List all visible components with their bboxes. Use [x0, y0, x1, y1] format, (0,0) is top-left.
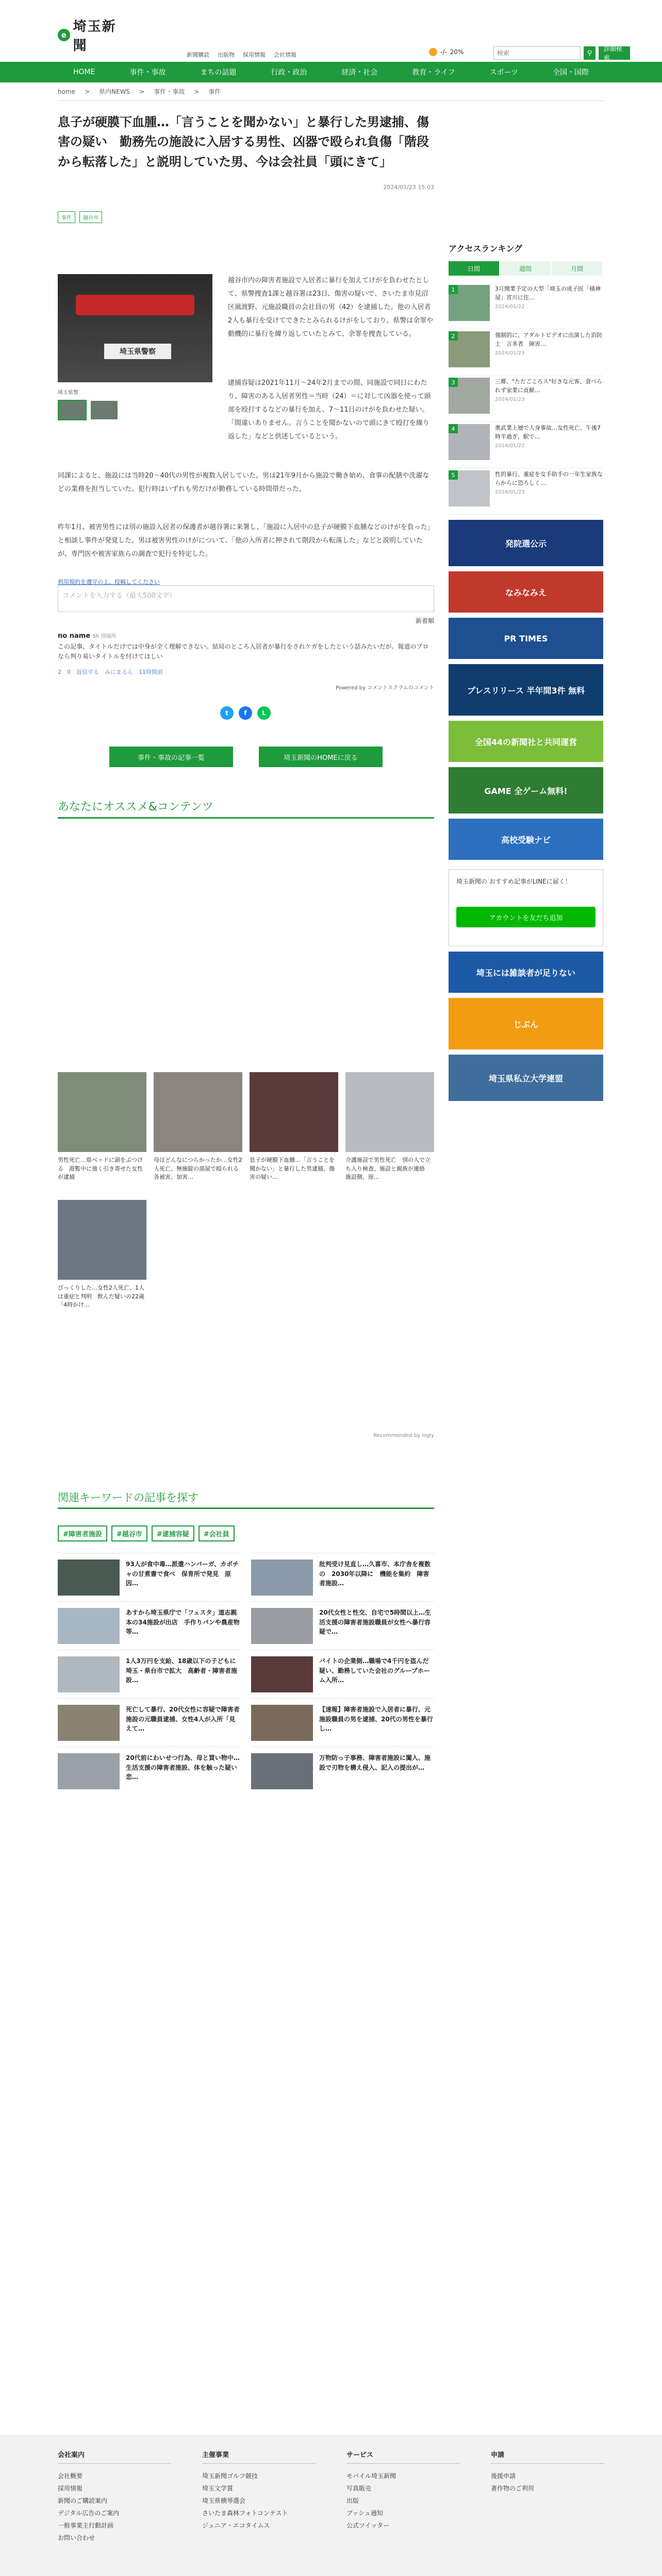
article-nav-buttons [109, 747, 383, 767]
keyword-article-title: 20代前にわいせつ行為、母と買い物中…生活支援の障害者施設、体を触った疑い 恋… [126, 1754, 244, 1781]
ranking-title: 3月開業予定の大型「埼玉の成子医「積神屋」宮川に住… [495, 285, 601, 301]
header-link-publications[interactable]: 出版物 [218, 52, 235, 58]
keyword-article[interactable] [58, 1601, 241, 1650]
comment-body: この記事、タイトルだけでは中身が全く理解できない。結局のところ入居者が暴行をされケガをしたという話みたいだが。報道のプロなら判り易いタイトルを付けてほしい [58, 643, 429, 660]
keyword-article-title: 万物防っ子事務、障害者施設に闖入、施設で刃物を構え侵入、記入の提出が… [319, 1754, 431, 1771]
footer-column-heading: 主催事業 [202, 2449, 316, 2464]
search-input[interactable] [493, 46, 581, 60]
facebook-icon[interactable]: f [239, 706, 252, 720]
keyword-article[interactable] [251, 1601, 434, 1650]
footer-link[interactable]: デジタル広告のご案内 [58, 2510, 120, 2517]
footer-column [58, 2449, 202, 2544]
keyword-article[interactable] [251, 1650, 434, 1698]
line-icon[interactable]: L [257, 706, 271, 720]
keyword-article-title: 20代女性と性交、自宅で5時間以上…生活支援の障害者施設職員が女性へ暴行容疑で… [319, 1609, 432, 1636]
footer-link[interactable]: ジュニア・エコタイムス [202, 2522, 270, 2529]
share-buttons [220, 706, 271, 720]
article-date: 2024/01/23 15:03 [383, 184, 434, 191]
footer-link[interactable]: お問い合わせ [58, 2534, 95, 2541]
police-light-bar [76, 295, 194, 315]
ranking-date: 2024/01/23 [495, 489, 525, 495]
keyword-article-image [58, 1560, 120, 1596]
header-links [187, 50, 296, 59]
footer-link[interactable]: 埼玉文学賞 [202, 2485, 234, 2492]
footer-link[interactable]: 埼玉新聞ゴルフ競技 [202, 2472, 258, 2480]
footer-link[interactable]: 出版 [346, 2497, 359, 2504]
footer-column [346, 2449, 491, 2544]
article-paragraph: 同課によると、施設には当時20〜40代の男性が複数入居していた。男は21年9月から施設で働き始め、食事の配膳や洗濯などの業務を担当していた。犯行時はいずれも男だけが勤務している時間帯だった。 [58, 472, 429, 493]
sidebar-banner[interactable]: 全国44の新聞社と共同運営 [449, 721, 603, 762]
ranking-title: 三郷、"ただごころス"好きな元客、食べられず家業に貢献… [495, 378, 603, 394]
ranking-title: 性的暴行、重症を女手助手の一年生家族ならからに恐ろしく… [495, 471, 603, 486]
footer-column [202, 2449, 346, 2544]
ranking-image: 4 [449, 424, 490, 460]
ranking-heading: アクセスランキング [449, 244, 523, 253]
keyword-article-image [251, 1560, 313, 1596]
keyword-article-image [58, 1608, 120, 1644]
nav-item-economy[interactable]: 経済・社会 [341, 69, 378, 77]
ranking-image: 5 [449, 470, 490, 506]
recommend-item[interactable] [154, 1072, 242, 1184]
recommend-title: 母はどんなにつらかったか…女性2人死亡、無施錠の部屋で殴られる 各被害、加害… [154, 1157, 244, 1180]
tab-weekly[interactable]: 週間 [500, 261, 551, 276]
keyword-tag[interactable]: #逮捕容疑 [152, 1526, 194, 1541]
sidebar-banner[interactable]: じぶん [449, 998, 603, 1049]
ranking-date: 2024/01/22 [495, 304, 525, 310]
article-paragraph: 逮捕容疑は2021年11月〜24年2月までの間、同施設で同日にわたり、障害のある入居者男性＝当時（24）＝に対して凶器を使って頭部を殴打するなどの暴行を加え、7〜11日のけがを負わせた疑い。「間違いありません。言うことを聞かないので頭にきて殴打を繰り返した」などと供述しているという。 [228, 379, 431, 440]
recommend-image [154, 1072, 242, 1152]
article-tags [58, 211, 434, 223]
advanced-search-button[interactable]: 詳細検索 [599, 46, 630, 60]
sidebar-banner[interactable]: 発院選公示 [449, 520, 603, 566]
sidebar-banner[interactable]: 埼玉県私立大学連盟 [449, 1055, 603, 1101]
article-photo[interactable] [58, 274, 212, 382]
ranking-tabs [449, 261, 603, 276]
footer-link[interactable]: 採用情報 [58, 2485, 83, 2492]
recommend-image [58, 1200, 146, 1280]
footer-link[interactable]: 著作物のご利用 [491, 2485, 535, 2492]
comment-time: 5h 別端所 [92, 634, 117, 639]
keyword-article[interactable] [251, 1747, 434, 1795]
sidebar-banner[interactable]: 埼玉には雑談者が足りない [449, 952, 603, 993]
footer-link[interactable]: 会社概要 [58, 2472, 83, 2480]
main-nav [0, 62, 662, 82]
footer-link[interactable]: 公式ツイッター [346, 2522, 390, 2529]
line-add-friend-button[interactable]: アカウントを友だち追加 [456, 907, 595, 927]
keyword-article[interactable] [58, 1650, 241, 1698]
footer-columns [58, 2449, 635, 2544]
recommend-title: びっくりした…女性2人死亡、1人は重症と判明 飲んだ疑いの22歳「4時かけ… [58, 1284, 144, 1308]
article-paragraph: 昨年1月、被害男性には別の施設入居者の保護者が越谷署に来署し、「施設に入居中の息子が硬膜下血腫などのけがを負った」と相談し事件が発覚した。男は被害男性のけがについて、「他の入所者に押されて階段から転落した」などと説明していたが、専門医や被害家族らの調査で犯行を特定した。 [58, 523, 434, 558]
footer-column-heading: サービス [346, 2449, 460, 2464]
nav-item-national[interactable]: 全国・国際 [553, 69, 589, 77]
ranking-image: 1 [449, 285, 490, 321]
article-main [58, 101, 434, 1781]
keyword-article-image [58, 1656, 120, 1692]
heading-divider [58, 1507, 434, 1509]
site-footer [0, 2435, 662, 2576]
footer-link[interactable]: 後援申請 [491, 2472, 516, 2480]
weather-temp: -/- [440, 48, 447, 56]
ranking-image: 3 [449, 378, 490, 414]
sidebar-banner[interactable]: なみなみえ [449, 571, 603, 613]
comment-actions[interactable]: 2 0 返信する みにまるん 11時間前 [58, 669, 163, 675]
keyword-article[interactable] [251, 1553, 434, 1601]
footer-link[interactable]: さいたま森林フォトコンテスト [202, 2510, 288, 2517]
line-promo [449, 869, 603, 946]
tab-daily[interactable]: 日間 [449, 261, 499, 276]
footer-link[interactable]: 新聞のご購読案内 [58, 2497, 108, 2504]
recommend-item[interactable] [250, 1072, 338, 1184]
keyword-tag[interactable]: #会社員 [198, 1526, 235, 1541]
line-promo-text: 埼玉新聞の おすすめ記事がLINEに届く！ [456, 878, 571, 885]
search-icon[interactable]: ⚲ [584, 46, 595, 60]
sidebar-banner[interactable]: GAME 全ゲーム無料! [449, 767, 603, 814]
ranking-item[interactable] [449, 376, 603, 422]
recommend-title: 息子が硬膜下血腫…「言うことを聞かない」と暴行した男逮捕、傷害の疑い… [250, 1157, 335, 1180]
keyword-tags [58, 1526, 235, 1541]
nav-item-politics[interactable]: 行政・政治 [271, 69, 307, 77]
recommend-image [250, 1072, 338, 1152]
recommend-title: 男性死亡…県ベッドに頭をぶつける 遊覧中に強く引き寄せた女性が逮捕 [58, 1157, 143, 1180]
twitter-icon[interactable]: t [220, 706, 234, 720]
sidebar-banner[interactable]: PR TIMES [449, 618, 603, 659]
home-button[interactable]: 埼玉新聞のHOMEに戻る [259, 747, 383, 767]
nav-item-life[interactable]: 教育・ライフ [412, 69, 455, 77]
footer-link[interactable]: 写真販売 [346, 2485, 372, 2492]
photo-thumb[interactable] [90, 400, 119, 420]
recommend-item[interactable] [58, 1072, 146, 1184]
footer-column-heading: 会社案内 [58, 2449, 171, 2464]
footer-column-heading: 申請 [491, 2449, 604, 2464]
article-title: 息子が硬膜下血腫…「言うことを聞かない」と暴行した男逮捕、傷害の疑い 勤務先の施設に入居する男性、凶器で殴られ負傷「階段から転落した」と説明していた男、今は会社員「頭にきて」 [58, 115, 429, 169]
nav-item-local[interactable]: まちの話題 [200, 69, 237, 77]
recommended-by: Recommended by logly [373, 1433, 434, 1438]
ranking-date: 2024/01/22 [495, 443, 525, 449]
ranking-title: 奥武業上層で人身事故…女性死亡、午後7時半過ぎ、駅で… [495, 425, 601, 440]
article-paragraph: 越谷市内の障害者施設で入居者に暴行を加えてけがを負わせたとして、県警捜査1課と越谷署は23日、傷害の疑いで、さいたま市見沼区風渡野、元施設職員の会社員の男（42）を逮捕した。他の入居者2人も暴行を受けてできたとみられるけがをしており、県警は余罪や動機的に暴行を繰り返していたとみて、余罪を捜査している。 [228, 277, 434, 338]
nav-item-incidents[interactable]: 事件・事故 [129, 69, 166, 77]
breadcrumb-home[interactable]: home [58, 88, 76, 95]
keyword-heading: 関連キーワードの記事を探す [58, 1492, 198, 1504]
sidebar-banner[interactable]: プレスリリース 半年間3件 無料 [449, 664, 603, 716]
banner-list-2 [449, 952, 603, 1101]
comment-powered-by: Powered by コメントスクラムのコメント [336, 685, 434, 691]
keyword-tag[interactable]: #越谷市 [111, 1526, 147, 1541]
keyword-article-title: 批判受け見直し…久喜市、本庁舎を複数の 2030年以降に 機能を集約 障害者施設… [319, 1561, 431, 1587]
keyword-article[interactable] [58, 1553, 241, 1601]
nav-item-home[interactable]: HOME [73, 68, 95, 76]
tab-monthly[interactable]: 月間 [552, 261, 602, 276]
sidebar [449, 242, 603, 1101]
heading-divider [58, 817, 434, 819]
comment-author: no name 5h 別端所 [58, 632, 117, 640]
ranking-title: 強制的に、アダルトビデオに出演した消防士 言多者 障害… [495, 332, 603, 347]
keyword-article-image [251, 1705, 313, 1741]
recommend-grid [58, 1072, 434, 1312]
nav-item-sports[interactable]: スポーツ [489, 69, 519, 77]
photo-thumbnails [58, 400, 119, 420]
ranking-item[interactable] [449, 283, 603, 329]
weather-pct: 20% [450, 48, 464, 56]
keyword-article-title: 【速報】障害者施設で入居者に暴行、元施設職員の男を逮捕、20代の男性を暴行し… [319, 1706, 433, 1733]
footer-link[interactable]: モバイル埼玉新聞 [346, 2472, 396, 2480]
keyword-tag[interactable]: #障害者施設 [58, 1526, 107, 1541]
footer-link[interactable]: 埼玉県横琴選会 [202, 2497, 246, 2504]
ranking-item[interactable] [449, 329, 603, 376]
breadcrumb: home > 県内NEWS > 事件・事故 > 事件 [58, 82, 604, 101]
keyword-article-title: 93人が食中毒…派遣ハンバーガ、カボチャの甘煮書で食べ 保育所で発見 原因… [126, 1561, 239, 1587]
breadcrumb-local-news[interactable]: 県内NEWS [99, 88, 130, 95]
keyword-article-image [58, 1753, 120, 1789]
tag-incident[interactable]: 事件 [58, 211, 75, 223]
ranking-date: 2024/01/23 [495, 350, 525, 356]
ranking-date: 2024/01/23 [495, 397, 525, 402]
site-logo[interactable] [58, 19, 130, 54]
footer-link[interactable]: プッシュ通知 [346, 2510, 383, 2517]
photo-thumb[interactable] [58, 400, 87, 420]
recommend-heading: あなたにオススメ&コンテンツ [58, 801, 213, 814]
comment-terms-link[interactable]: 利用規約を遵守の上、投稿してください [58, 579, 160, 585]
comment-sort-select[interactable]: 新着順 [415, 617, 434, 624]
search-bar [493, 46, 630, 60]
keyword-article-title: 1人3万円を支給、18歳以下の子どもに 埼玉・県台市で拡大 高齢者・障害者施設… [126, 1657, 242, 1684]
logo-text: 埼玉新聞 [73, 19, 117, 54]
weather-widget [429, 48, 464, 56]
ranking-image: 2 [449, 331, 490, 367]
recommend-image [345, 1072, 434, 1152]
header-link-recruit[interactable]: 採用情報 [243, 52, 266, 58]
tag-koshigaya[interactable]: 越谷市 [79, 211, 102, 223]
keyword-article-image [251, 1608, 313, 1644]
logo-mark-icon: e [58, 29, 70, 41]
header-link-subscribe[interactable]: 新聞購読 [187, 52, 209, 58]
ranking-item[interactable] [449, 422, 603, 468]
breadcrumb-current[interactable]: 事件 [208, 88, 221, 95]
photo-caption: 埼玉県警 [58, 390, 78, 396]
keyword-article-image [251, 1753, 313, 1789]
keyword-article[interactable] [58, 1747, 244, 1795]
incident-list-button[interactable]: 事件・事故の記事一覧 [109, 747, 233, 767]
keyword-article-title: 死亡して暴行、20代女性に容疑で障害者施設の元職員逮捕、女性4人が入所「見えて… [126, 1706, 240, 1733]
sidebar-banner[interactable]: 高校受験ナビ [449, 819, 603, 860]
banner-list [449, 520, 603, 860]
recommend-image [58, 1072, 146, 1152]
keyword-article[interactable] [58, 1698, 241, 1747]
keyword-article-title: バイトの企業側…職場で4千円を盗んだ疑い、勤務していた会社のグループホーム入所… [319, 1657, 431, 1684]
header-link-company[interactable]: 会社情報 [274, 52, 296, 58]
photo-plate: 埼玉県警察 [104, 344, 171, 359]
ranking-item[interactable] [449, 468, 603, 515]
recommend-item[interactable] [345, 1072, 434, 1184]
sun-icon [429, 48, 437, 56]
site-header [58, 0, 622, 62]
footer-link[interactable]: 一般事業主行動計画 [58, 2522, 114, 2529]
keyword-article[interactable] [251, 1698, 434, 1747]
footer-column [491, 2449, 635, 2544]
recommend-item[interactable] [58, 1200, 146, 1312]
breadcrumb-incidents[interactable]: 事件・事故 [154, 88, 185, 95]
keyword-article-title: あすから埼玉県庁で「フェスタ」道志親本の34施設が出店 手作りパンや農産物等… [126, 1609, 240, 1636]
keyword-articles [58, 1553, 434, 1795]
keyword-article-image [251, 1656, 313, 1692]
keyword-article-image [58, 1705, 120, 1741]
recommend-title: 介護施設で男性死亡 別の人で立ち入り検査、施設と親族が連絡 施設側、原… [345, 1157, 431, 1180]
comment-input[interactable]: コメントを入力する（最大500文字） [58, 585, 434, 612]
